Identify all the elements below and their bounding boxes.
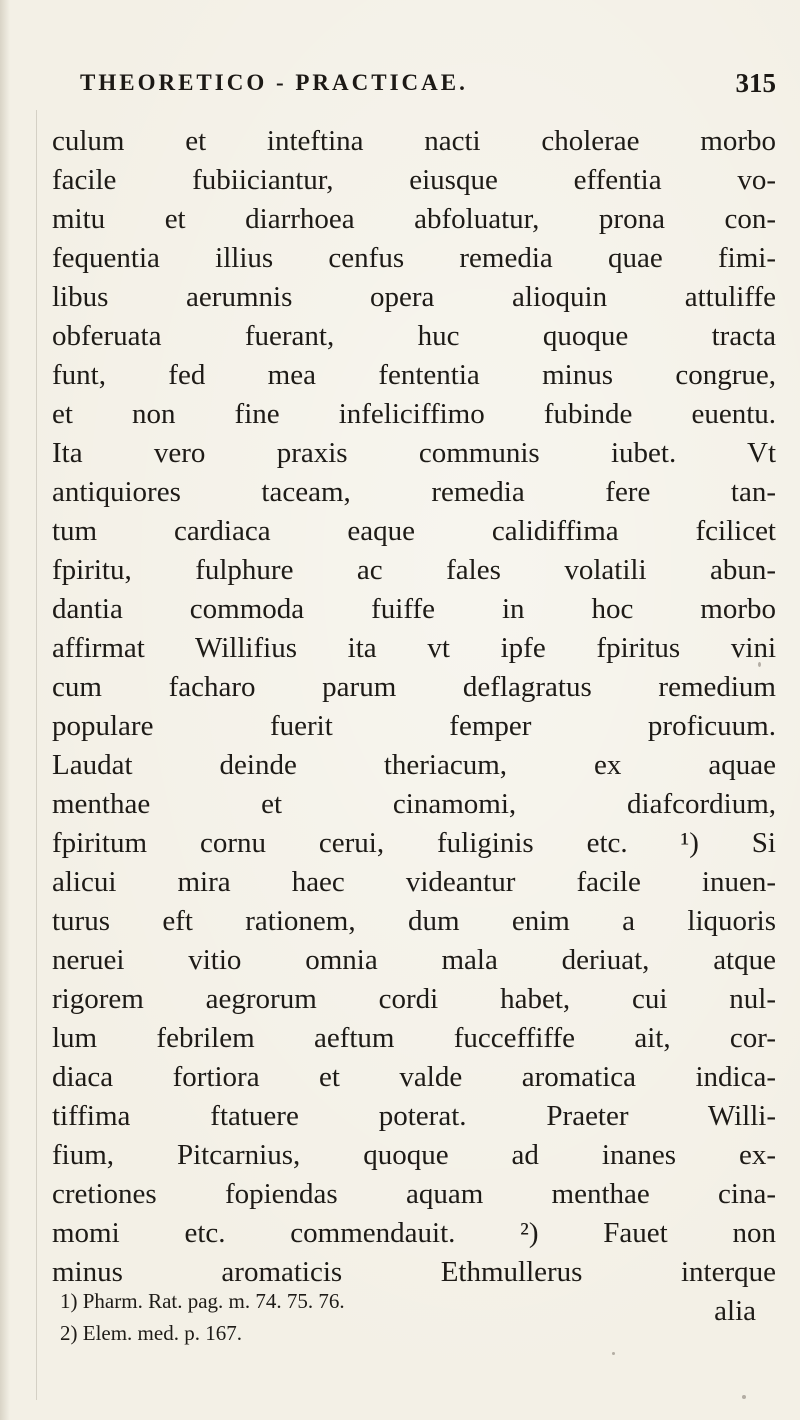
text-line: alicui mira haec videantur facile inuen- [52, 866, 776, 898]
text-line: Ita vero praxis communis iubet. Vt [52, 437, 776, 469]
text-line: tum cardiaca eaque calidiffima fcilicet [52, 515, 776, 547]
text-line: et non fine infeliciffimo fubinde euentu. [52, 398, 776, 430]
text-line: tiffima ftatuere poterat. Praeter Willi- [52, 1100, 776, 1132]
text-line: minus aromaticis Ethmullerus interque [52, 1256, 776, 1288]
text-line: cretiones fopiendas aquam menthae cina- [52, 1178, 776, 1210]
text-line: cum facharo parum deflagratus remedium [52, 671, 776, 703]
text-line: rigorem aegrorum cordi habet, cui nul- [52, 983, 776, 1015]
text-line: mitu et diarrhoea abfoluatur, prona con- [52, 203, 776, 235]
text-line: libus aerumnis opera alioquin attuliffe [52, 281, 776, 313]
text-line: momi etc. commendauit. ²) Fauet non [52, 1217, 776, 1249]
footnotes [60, 1285, 460, 1349]
paper-speck [758, 662, 761, 667]
text-line: fequentia illius cenfus remedia quae fimi- [52, 242, 776, 274]
page-binding-edge [0, 0, 10, 1420]
running-head [60, 70, 776, 104]
text-line: menthae et cinamomi, diafcordium, [52, 788, 776, 820]
text-line: funt, fed mea fententia minus congrue, [52, 359, 776, 391]
text-line: lum febrilem aeftum fucceffiffe ait, cor- [52, 1022, 776, 1054]
text-line: affirmat Willifius ita vt ipfe fpiritus vini [52, 632, 776, 664]
body-text [52, 122, 776, 1331]
text-line: fium, Pitcarnius, quoque ad inanes ex- [52, 1139, 776, 1171]
text-line: fpiritu, fulphure ac fales volatili abun- [52, 554, 776, 586]
page-number: 315 [735, 68, 776, 98]
text-line: populare fuerit femper proficuum. [52, 710, 776, 742]
text-line: obferuata fuerant, huc quoque tracta [52, 320, 776, 352]
text-line: neruei vitio omnia mala deriuat, atque [52, 944, 776, 976]
footnote: 2) Elem. med. p. 167. [60, 1321, 242, 1345]
text-line: turus eft rationem, dum enim a liquoris [52, 905, 776, 937]
footnote: 1) Pharm. Rat. pag. m. 74. 75. 76. [60, 1289, 345, 1313]
running-title: THEORETICO - PRACTICAE. [80, 70, 468, 95]
text-line: fpiritum cornu cerui, fuliginis etc. ¹) Si [52, 827, 776, 859]
catchword: alia [714, 1295, 756, 1327]
text-line: Laudat deinde theriacum, ex aquae [52, 749, 776, 781]
text-line: facile fubiiciantur, eiusque effentia vo- [52, 164, 776, 196]
paper-speck [612, 1352, 615, 1355]
margin-rule [36, 110, 37, 1400]
text-line: dantia commoda fuiffe in hoc morbo [52, 593, 776, 625]
text-line: diaca fortiora et valde aromatica indica- [52, 1061, 776, 1093]
text-line: culum et inteftina nacti cholerae morbo [52, 125, 776, 157]
text-line: antiquiores taceam, remedia fere tan- [52, 476, 776, 508]
paper-speck [742, 1395, 746, 1399]
